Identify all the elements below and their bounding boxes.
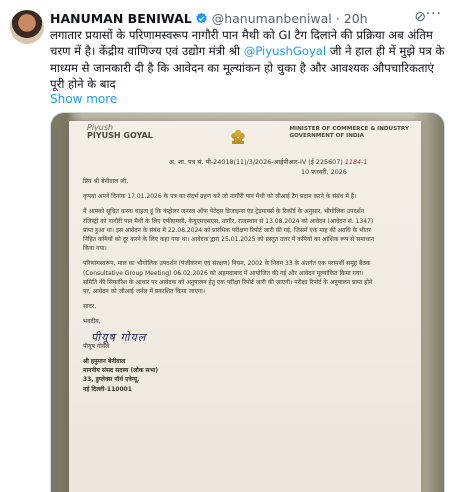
ministry-line2: GOVERNMENT OF INDIA bbox=[289, 133, 364, 139]
government-emblem-icon bbox=[229, 126, 247, 146]
handwritten-signature: पीयूष गोयल bbox=[91, 330, 147, 344]
paragraph-3: परिणामस्वरूप, माल का भौगोलिक उपदर्शन (पंजीकरण एवं संरक्षण) नियम, 2002 के नियम 33 के अंतर्गत एक परामर्शी समूह बैठक (Consultative Group Meeting) 06.02.2026 को अहमदाबाद में आयोजित की गई और आवेदन मूल्यांकित किया गया। समिति की सिफारिश के आधार पर आवेदक को अनुपालन हेतु एक परीक्षा रिपोर्ट जारी की जाएगी। परीक्षा रिपोर्ट के अनुपालन प्राप्त होने पर, आवेदन को जीआई जर्नल में प्रकाशित किया जाएगा। bbox=[83, 260, 373, 296]
sender-handwritten-signature: Piyush bbox=[87, 123, 114, 132]
addressee-block bbox=[83, 357, 379, 394]
paragraph-2: मैं आपको सूचित करना चाहता हूं कि कंट्रोलर जनरल ऑफ पेटेंट्स डिजाइन्स एंड ट्रेडमार्क्स के रिकॉर्ड के अनुसार, भौगोलिक उपदर्शन रजिस्ट्री को नागौरी पान मैथी के लिए एफीएमसी, केयूएमएसएस, नागौर, राजस्थान से 13.08.2024 को आवेदन (आवेदन सं. 1347) प्राप्त हुआ था। इस आवेदन के संबंध में 22.08.2024 को प्रारंभिक परीक्षण रिपोर्ट जारी की गई, जिसमें एक माह की अवधि के भीतर निहित कमियों को दूर करने के लिए कहा गया था। आवेदक द्वारा 25.01.2025 को प्रस्तुत उत्तर में कमियों का आंशिक रूप से समाधान किया गया। bbox=[83, 208, 375, 253]
paragraph-1: कृपया अपने दिनांक 17.01.2026 के पत्र का संदर्भ ग्रहण करें जो नागौरी पान मैथी को जीआई टैग प्रदान करने के संबंध में है। bbox=[83, 193, 357, 201]
mention-link[interactable]: @PiyushGoyal bbox=[243, 44, 327, 59]
ministry-letterhead bbox=[289, 126, 409, 140]
tweet-text-part1: लगातार प्रयासों के परिणामस्वरूप नागौरी पान मैथी को GI टैग दिलाने की प्रक्रिया अब अंतिम चरण में है। केंद्रीय वाणिज्य एवं उद्योग मंत्री श्री bbox=[50, 28, 437, 59]
letter-body bbox=[83, 177, 379, 394]
reference-text: अ. शा. पत्र सं. पी-24018(11)/3/2026-आईपीआर-IV (ई 225607) bbox=[169, 158, 343, 166]
addressee-address-2: नई दिल्ली-110001 bbox=[83, 385, 132, 393]
ministry-line1: MINISTER OF COMMERCE & INDUSTRY bbox=[289, 126, 409, 132]
tweet-text bbox=[50, 27, 449, 92]
handwritten-ref-note: 1184-1 bbox=[344, 158, 368, 166]
grok-icon[interactable]: ⊘ bbox=[414, 9, 426, 25]
separator-dot: · bbox=[335, 10, 340, 26]
closing: भवदीय, bbox=[83, 318, 101, 326]
addressee-address-1: 33, डुप्लेक्स नॉर्थ एवेन्यू, bbox=[83, 376, 140, 384]
tweet-media-image[interactable] bbox=[50, 112, 445, 492]
author-avatar[interactable] bbox=[10, 10, 44, 44]
tweet-timestamp[interactable]: 20h bbox=[343, 10, 368, 26]
sender-name: PIYUSH GOYAL bbox=[87, 131, 153, 140]
regards: सादर, bbox=[83, 303, 97, 311]
tweet-header bbox=[50, 6, 442, 27]
addressee-title: माननीय संसद सदस्य (लोक सभा) bbox=[83, 367, 159, 375]
reference-number bbox=[169, 157, 368, 166]
author-handle[interactable]: @hanumanbeniwal bbox=[211, 10, 332, 26]
author-name[interactable]: HANUMAN BENIWAL bbox=[50, 10, 192, 26]
verified-badge-icon bbox=[195, 12, 208, 25]
show-more-link[interactable]: Show more bbox=[50, 92, 118, 106]
addressee-name: श्री हनुमान बेनीवाल bbox=[83, 358, 126, 366]
signatory-name: पीयूष गोयल bbox=[83, 342, 110, 350]
letter-document bbox=[69, 121, 421, 492]
salutation: प्रिय श्री बेनीवाल जी, bbox=[83, 178, 129, 185]
tweet-text-part2: जी ने हाल ही में मुझे पत्र के माध्यम से जानकारी दी है कि आवेदन का मूल्यांकन हो चुका है और आवश्यक औपचारिकताएं पूरी होने के बाद bbox=[50, 44, 449, 91]
more-options-icon[interactable]: ··· bbox=[425, 6, 442, 22]
letter-date: 10 फरवरी, 2026 bbox=[301, 168, 347, 176]
